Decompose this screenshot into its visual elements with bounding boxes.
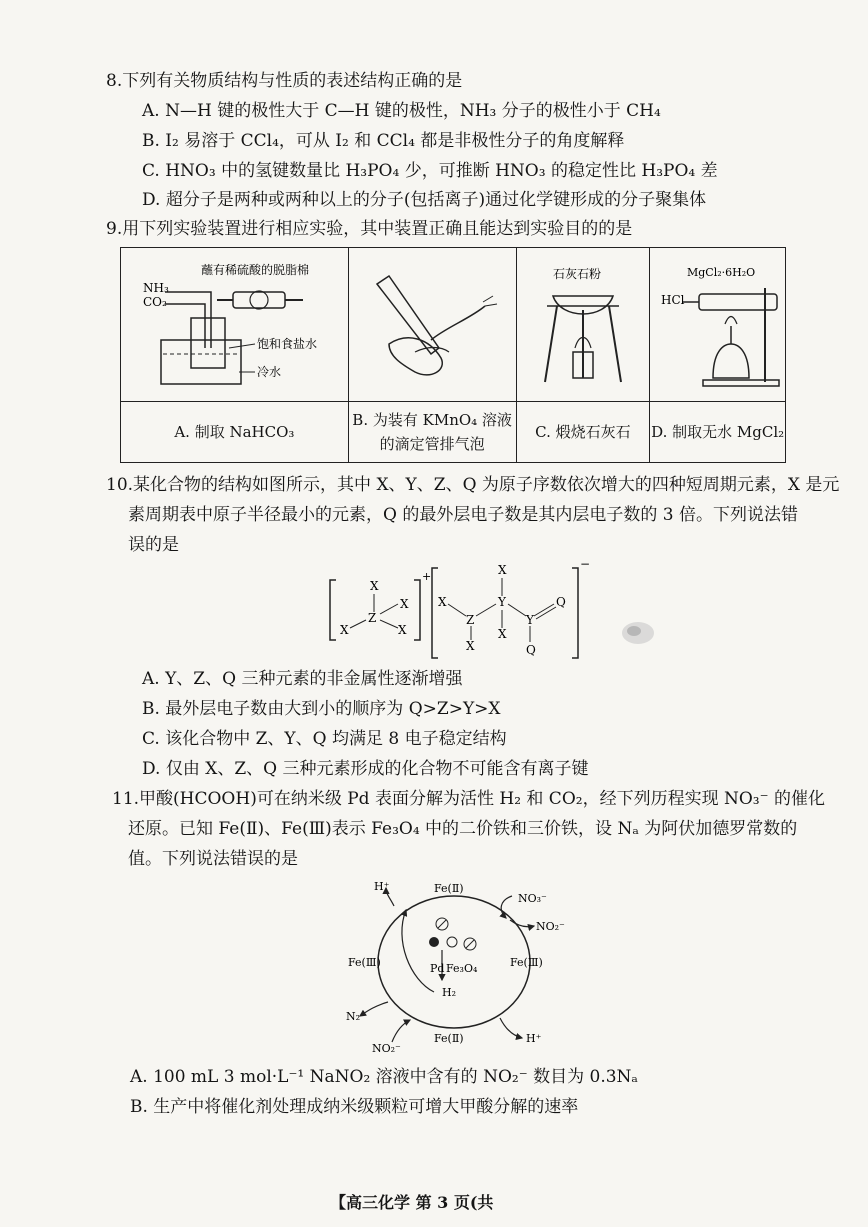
- fe2-bottom-label: Fe(Ⅱ): [434, 1032, 464, 1045]
- atom-x: X: [398, 623, 407, 637]
- experiment-table: [120, 247, 786, 463]
- fe3-right-label: Fe(Ⅲ): [510, 956, 543, 969]
- apparatus-c: [516, 248, 650, 402]
- h2-label: H₂: [442, 986, 457, 999]
- brine-label: 饱和食盐水: [257, 337, 318, 351]
- burette-figure: [349, 248, 515, 396]
- caption-c: C. 煅烧石灰石: [516, 402, 650, 463]
- atom-x: X: [498, 563, 507, 577]
- atom-x: X: [370, 579, 379, 593]
- cotton-label: 蘸有稀硫酸的脱脂棉: [201, 263, 310, 277]
- atom-x: X: [400, 597, 409, 611]
- q8-option-d: D. 超分子是两种或两种以上的分子(包括离子)通过化学键形成的分子聚集体: [142, 190, 707, 210]
- anion-charge: −: [580, 558, 591, 571]
- q10-stem-line3: 误的是: [128, 535, 179, 555]
- mgcl2-apparatus-figure: [651, 248, 785, 396]
- no2-bottom-label: NO₂⁻: [372, 1042, 401, 1055]
- smudge-mark: [616, 616, 660, 650]
- q11-option-b: B. 生产中将催化剂处理成纳米级颗粒可增大甲酸分解的速率: [130, 1097, 579, 1117]
- q9-stem: 9.用下列实验装置进行相应实验，其中装置正确且能达到实验目的的是: [106, 219, 633, 239]
- q8-option-b: B. I₂ 易溶于 CCl₄，可从 I₂ 和 CCl₄ 都是非极性分子的角度解释: [142, 131, 625, 151]
- mgcl2-label: MgCl₂·6H₂O: [686, 266, 755, 279]
- page-footer: 【高三化学 第 3 页(共: [330, 1193, 494, 1212]
- apparatus-d: [650, 248, 786, 402]
- cold-water-label: 冷水: [257, 365, 282, 379]
- crucible-figure: [517, 248, 649, 396]
- fe2-top-label: Fe(Ⅱ): [434, 882, 464, 895]
- fe3o4-label: Fe₃O₄: [446, 962, 478, 975]
- atom-x: X: [466, 639, 475, 653]
- atom-z: Z: [368, 611, 377, 625]
- atom-q: Q: [556, 595, 566, 609]
- q8-option-a: A. N—H 键的极性大于 C—H 键的极性，NH₃ 分子的极性小于 CH₄: [142, 101, 661, 121]
- fe3-left-label: Fe(Ⅲ): [348, 956, 381, 969]
- q10-stem-line2: 素周期表中原子半径最小的元素，Q 的最外层电子数是其内层电子数的 3 倍。下列说法错: [128, 505, 798, 525]
- caption-a: A. 制取 NaHCO₃: [121, 402, 349, 463]
- q11-stem-line3: 值。下列说法错误的是: [128, 849, 298, 869]
- nh3-label: NH₃: [143, 281, 170, 295]
- q10-option-c: C. 该化合物中 Z、Y、Q 均满足 8 电子稳定结构: [142, 729, 507, 749]
- h-plus-top-label: H⁺: [374, 880, 390, 893]
- atom-x: X: [340, 623, 349, 637]
- nahco3-apparatus-figure: [121, 248, 347, 396]
- atom-x: X: [438, 595, 447, 609]
- atom-y: Y: [498, 595, 506, 609]
- q10-option-b: B. 最外层电子数由大到小的顺序为 Q>Z>Y>X: [142, 699, 501, 719]
- catalytic-cycle-diagram: [330, 870, 580, 1060]
- hcl-label: HCl: [660, 293, 685, 307]
- q11-option-a: A. 100 mL 3 mol·L⁻¹ NaNO₂ 溶液中含有的 NO₂⁻ 数目为 0.3Nₐ: [130, 1067, 638, 1087]
- co2-label: CO₂: [143, 295, 168, 309]
- atom-z: Z: [466, 613, 475, 627]
- no2-right-label: NO₂⁻: [536, 920, 565, 933]
- q8-stem: 8.下列有关物质结构与性质的表述结构正确的是: [106, 71, 463, 91]
- caption-b: B. 为装有 KMnO₄ 溶液 的滴定管排气泡: [348, 402, 516, 463]
- cation-charge: +: [422, 570, 432, 583]
- atom-x: X: [498, 627, 507, 641]
- h-plus-bottom-label: H⁺: [526, 1032, 542, 1045]
- q8-option-c: C. HNO₃ 中的氢键数量比 H₃PO₄ 少，可推断 HNO₃ 的稳定性比 H₃PO₄ 差: [142, 161, 718, 181]
- q10-option-d: D. 仅由 X、Z、Q 三种元素形成的化合物不可能含有离子键: [142, 759, 589, 779]
- caption-d: D. 制取无水 MgCl₂: [650, 402, 786, 463]
- atom-q: Q: [526, 643, 536, 657]
- atom-y: Y: [526, 613, 534, 627]
- pd-label: Pd: [430, 962, 445, 975]
- q10-option-a: A. Y、Z、Q 三种元素的非金属性逐渐增强: [142, 669, 463, 689]
- apparatus-b: [348, 248, 516, 402]
- q10-stem-line1: 10.某化合物的结构如图所示，其中 X、Y、Z、Q 为原子序数依次增大的四种短周期元素，X 是元: [106, 475, 840, 495]
- q11-stem-line2: 还原。已知 Fe(Ⅱ)、Fe(Ⅲ)表示 Fe₃O₄ 中的二价铁和三价铁，设 Nₐ 为阿伏加德罗常数的: [128, 819, 798, 839]
- q11-stem-line1: 11.甲酸(HCOOH)可在纳米级 Pd 表面分解为活性 H₂ 和 CO₂，经下列历程实现 NO₃⁻ 的催化: [112, 789, 825, 809]
- limestone-label: 石灰石粉: [552, 267, 601, 281]
- no3-label: NO₃⁻: [518, 892, 547, 905]
- n2-label: N₂: [346, 1010, 361, 1023]
- apparatus-a: [121, 248, 349, 402]
- compound-structure-diagram: [322, 558, 592, 664]
